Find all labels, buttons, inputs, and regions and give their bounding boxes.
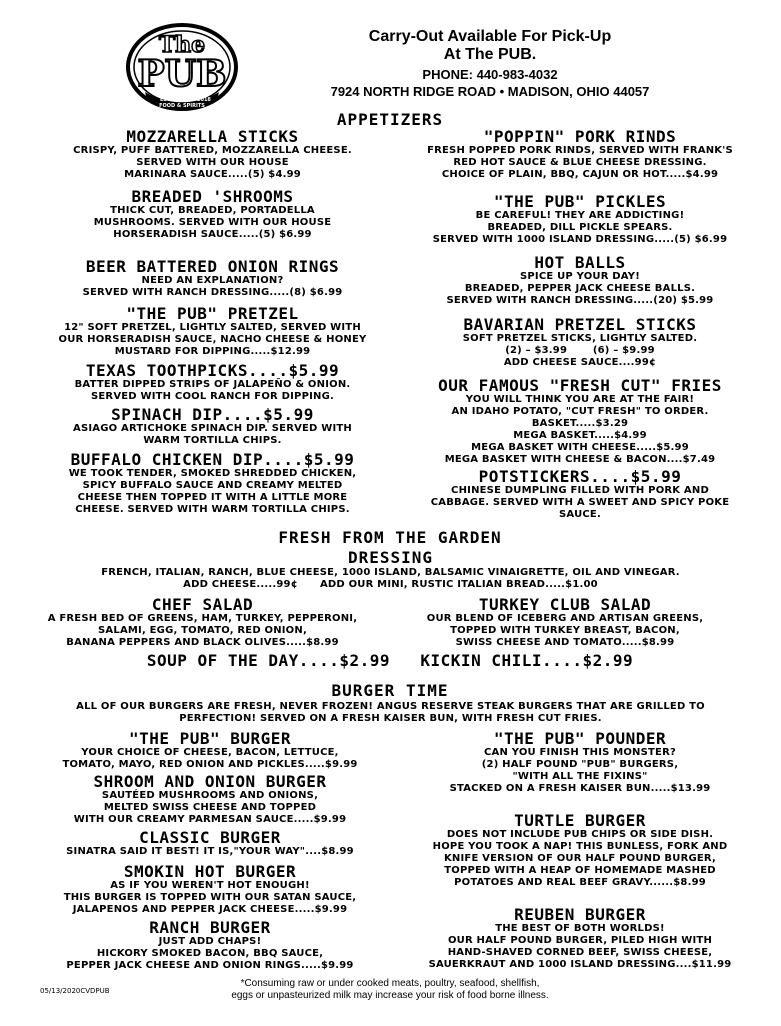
burger-intro-line: PERFECTION! SERVED ON A FRESH KAISER BUN, WITH FRESH CUT FRIES. <box>179 713 602 724</box>
dressing-section <box>10 549 771 591</box>
item-desc: MUSHROOMS. SERVED WITH OUR HOUSE <box>93 217 332 228</box>
footer-warning-line: eggs or unpasteurized milk may increase your risk of food borne illness. <box>231 990 549 1001</box>
item-title: MOZZARELLA STICKS <box>126 127 299 146</box>
item-desc: CHEESE THEN TOPPED IT WITH A LITTLE MORE <box>77 492 348 503</box>
burger-intro-line: ALL OF OUR BURGERS ARE FRESH, NEVER FROZEN! ANGUS RESERVE STEAK BURGERS THAT ARE GRILLED TO <box>76 701 705 712</box>
item-title: CLASSIC BURGER <box>139 828 281 847</box>
item-desc: ASIAGO ARTICHOKE SPINACH DIP. SERVED WITH <box>73 423 352 434</box>
item-desc: TOPPED WITH TURKEY BREAST, BACON, <box>450 625 680 636</box>
header-phone: PHONE: 440-983-4032 <box>422 67 558 82</box>
item-desc: SINATRA SAID IT BEST! IT IS,"YOUR WAY"....$8.99 <box>66 846 354 857</box>
item-desc: AN IDAHO POTATO, "CUT FRESH" TO ORDER. <box>451 406 709 417</box>
item-desc: JALAPENOS AND PEPPER JACK CHEESE.....$9.99 <box>72 904 348 915</box>
item-title: TURTLE BURGER <box>514 811 646 830</box>
item-title: OUR FAMOUS "FRESH CUT" FRIES <box>438 376 722 395</box>
item-desc: (2) – $3.99 (6) – $9.99 <box>505 345 655 356</box>
item-desc: POTATOES AND REAL BEEF GRAVY......$8.99 <box>454 877 706 888</box>
item-texas-toothpicks <box>20 362 405 403</box>
logo-the: The <box>158 32 206 58</box>
item-desc: HORSERADISH SAUCE.....(5) $6.99 <box>113 229 312 240</box>
item-desc: NEED AN EXPLANATION? <box>141 275 284 286</box>
item-desc: PEPPER JACK CHEESE AND ONION RINGS.....$9.99 <box>66 960 354 971</box>
item-pub-pounder <box>395 730 765 795</box>
footer-warning-line: *Consuming raw or under cooked meats, poultry, seafood, shellfish, <box>240 978 540 989</box>
item-title: HOT BALLS <box>534 253 626 272</box>
item-classic-burger <box>20 829 400 858</box>
item-desc: CHOICE OF PLAIN, BBQ, CAJUN OR HOT.....$4.99 <box>441 169 719 180</box>
item-desc: CHINESE DUMPLING FILLED WITH PORK AND <box>451 485 709 496</box>
item-desc: BASKET.....$3.29 <box>531 418 629 429</box>
item-desc: OUR BLEND OF ICEBERG AND ARTISAN GREENS, <box>426 613 704 624</box>
item-desc: SERVED WITH 1000 ISLAND DRESSING.....(5) $6.99 <box>432 234 728 245</box>
item-desc: MEGA BASKET WITH CHEESE & BACON....$7.49 <box>444 454 716 465</box>
item-title: BAVARIAN PRETZEL STICKS <box>463 315 697 334</box>
logo <box>125 22 240 112</box>
item-title: POTSTICKERS....$5.99 <box>478 467 682 486</box>
item-reuben-burger <box>395 906 765 971</box>
item-desc: SERVED WITH RANCH DRESSING.....(20) $5.99 <box>446 295 714 306</box>
item-desc: (2) HALF POUND "PUB" BURGERS, <box>481 759 679 770</box>
item-desc: HOPE YOU TOOK A NAP! THIS BUNLESS, FORK AND <box>432 841 728 852</box>
item-desc: CRISPY, PUFF BATTERED, MOZZARELLA CHEESE. <box>73 145 352 156</box>
item-desc: STACKED ON A FRESH KAISER BUN.....$13.99 <box>449 783 711 794</box>
item-desc: SERVED WITH COOL RANCH FOR DIPPING. <box>91 391 334 402</box>
item-desc: MEGA BASKET WITH CHEESE.....$5.99 <box>471 442 689 453</box>
soup-chili: SOUP OF THE DAY....$2.99 KICKIN CHILI....$2.99 <box>146 651 634 670</box>
appetizers-heading: APPETIZERS <box>336 110 444 129</box>
item-buffalo-chicken-dip <box>20 451 405 516</box>
item-potstickers <box>395 468 765 521</box>
item-title: CHEF SALAD <box>151 595 254 614</box>
item-desc: RED HOT SAUCE & BLUE CHEESE DRESSING. <box>453 157 707 168</box>
item-desc: SWISS CHEESE AND TOMATO.....$8.99 <box>455 637 675 648</box>
item-title: "THE PUB" BURGER <box>128 729 292 748</box>
item-desc: WARM TORTILLA CHIPS. <box>143 435 282 446</box>
item-title: RANCH BURGER <box>149 918 271 937</box>
header-address: 7924 NORTH RIDGE ROAD • MADISON, OHIO 44057 <box>330 84 650 99</box>
logo-est: EST. <box>160 97 172 103</box>
item-desc: OUR HORSERADISH SAUCE, NACHO CHEESE & HONEY <box>58 334 367 345</box>
item-desc: AS IF YOU WEREN'T HOT ENOUGH! <box>110 880 310 891</box>
item-desc: THICK CUT, BREADED, PORTADELLA <box>110 205 315 216</box>
item-desc: WE TOOK TENDER, SMOKED SHREDDED CHICKEN, <box>68 468 357 479</box>
header <box>260 28 720 100</box>
item-desc: SOFT PRETZEL STICKS, LIGHTLY SALTED. <box>462 333 698 344</box>
item-title: "THE PUB" POUNDER <box>493 729 667 748</box>
item-desc: BREADED, PEPPER JACK CHEESE BALLS. <box>464 283 696 294</box>
item-desc: TOMATO, MAYO, RED ONION AND PICKLES.....$9.99 <box>62 759 358 770</box>
item-fresh-cut-fries <box>395 377 765 466</box>
item-title: "POPPIN" PORK RINDS <box>483 127 677 146</box>
item-title: TURKEY CLUB SALAD <box>478 595 652 614</box>
item-desc: TOPPED WITH A HEAP OF HOMEMADE MASHED <box>444 865 716 876</box>
item-desc: THE BEST OF BOTH WORLDS! <box>495 923 665 934</box>
item-breaded-shrooms <box>20 188 405 241</box>
item-desc: SPICE UP YOUR DAY! <box>519 271 640 282</box>
item-title: TEXAS TOOTHPICKS....$5.99 <box>85 361 340 380</box>
item-desc: SPICY BUFFALO SAUCE AND CREAMY MELTED <box>82 480 343 491</box>
item-title: SPINACH DIP....$5.99 <box>111 405 314 424</box>
logo-tagline: FOOD & SPIRITS <box>159 103 205 109</box>
item-desc: BREADED, DILL PICKLE SPEARS. <box>487 222 673 233</box>
item-pork-rinds <box>395 128 765 181</box>
item-desc: SALAMI, EGG, TOMATO, RED ONION, <box>98 625 307 636</box>
dressing-desc: ADD CHEESE.....99¢ ADD OUR MINI, RUSTIC ITALIAN BREAD.....$1.00 <box>183 579 598 590</box>
item-chef-salad <box>20 596 385 649</box>
item-desc: MUSTARD FOR DIPPING.....$12.99 <box>114 346 311 357</box>
burger-heading: BURGER TIME <box>331 681 449 700</box>
item-desc: SAUCE. <box>559 509 601 520</box>
item-onion-rings <box>20 258 405 299</box>
item-desc: SAUERKRAUT AND 1000 ISLAND DRESSING....$11.99 <box>428 959 732 970</box>
item-desc: MELTED SWISS CHEESE AND TOPPED <box>103 802 317 813</box>
item-desc: THIS BURGER IS TOPPED WITH OUR SATAN SAUCE, <box>63 892 357 903</box>
item-desc: HICKORY SMOKED BACON, BBQ SAUCE, <box>96 948 324 959</box>
item-desc: SERVED WITH OUR HOUSE <box>136 157 289 168</box>
item-desc: DOES NOT INCLUDE PUB CHIPS OR SIDE DISH. <box>446 829 714 840</box>
item-bavarian-pretzel-sticks <box>395 316 765 369</box>
item-title: BEER BATTERED ONION RINGS <box>85 257 340 276</box>
item-pub-burger <box>20 730 400 771</box>
item-title: "THE PUB" PICKLES <box>493 192 667 211</box>
item-desc: ADD CHEESE SAUCE....99¢ <box>503 357 657 368</box>
garden-heading: FRESH FROM THE GARDEN <box>278 528 502 547</box>
logo-year: 2018 <box>197 97 211 103</box>
item-desc: MARINARA SAUCE.....(5) $4.99 <box>124 169 301 180</box>
item-desc: YOUR CHOICE OF CHEESE, BACON, LETTUCE, <box>81 747 339 758</box>
item-title: SHROOM AND ONION BURGER <box>93 772 327 791</box>
item-title: REUBEN BURGER <box>514 905 646 924</box>
item-desc: CABBAGE. SERVED WITH A SWEET AND SPICY POKE <box>430 497 730 508</box>
item-title: "THE PUB" PRETZEL <box>126 304 299 323</box>
item-desc: FRESH POPPED PORK RINDS, SERVED WITH FRANK'S <box>427 145 733 156</box>
item-pub-pretzel <box>20 305 405 358</box>
burger-intro <box>10 701 771 725</box>
item-desc: BE CAREFUL! THEY ARE ADDICTING! <box>475 210 685 221</box>
footer-code: 05/13/2020CVDPUB <box>40 987 110 995</box>
item-desc: WITH OUR CREAMY PARMESAN SAUCE.....$9.99 <box>73 814 347 825</box>
logo-pub: PUB <box>137 53 227 95</box>
item-desc: A FRESH BED OF GREENS, HAM, TURKEY, PEPPERONI, <box>47 613 358 624</box>
item-spinach-dip <box>20 406 405 447</box>
dressing-desc: FRENCH, ITALIAN, RANCH, BLUE CHEESE, 1000 ISLAND, BALSAMIC VINAIGRETTE, OIL AND VINEGAR. <box>101 567 680 578</box>
item-desc: 12" SOFT PRETZEL, LIGHTLY SALTED, SERVED WITH <box>64 322 361 333</box>
header-line2: At The PUB. <box>443 46 537 63</box>
item-desc: KNIFE VERSION OF OUR HALF POUND BURGER, <box>443 853 716 864</box>
item-title: SMOKIN HOT BURGER <box>123 862 297 881</box>
item-mozzarella-sticks <box>20 128 405 181</box>
item-title: BUFFALO CHICKEN DIP....$5.99 <box>70 450 355 469</box>
item-turtle-burger <box>395 812 765 889</box>
item-ranch-burger <box>20 919 400 972</box>
item-desc: JUST ADD CHAPS! <box>158 936 262 947</box>
item-desc: SAUTÉED MUSHROOMS AND ONIONS, <box>101 790 319 801</box>
item-desc: OUR HALF POUND BURGER, PILED HIGH WITH <box>447 935 713 946</box>
item-smokin-hot-burger <box>20 863 400 916</box>
item-desc: SERVED WITH RANCH DRESSING.....(8) $6.99 <box>82 287 343 298</box>
item-pub-pickles <box>395 193 765 246</box>
item-title: BREADED 'SHROOMS <box>131 187 294 206</box>
item-desc: CHEESE. SERVED WITH WARM TORTILLA CHIPS. <box>75 504 350 515</box>
item-desc: MEGA BASKET.....$4.99 <box>513 430 647 441</box>
footer-warning <box>150 978 630 1002</box>
header-line1: Carry-Out Available For Pick-Up <box>368 28 612 45</box>
item-desc: CAN YOU FINISH THIS MONSTER? <box>484 747 676 758</box>
dressing-title: DRESSING <box>347 548 434 567</box>
item-desc: "WITH ALL THE FIXINS" <box>512 771 648 782</box>
item-shroom-onion-burger <box>20 773 400 826</box>
item-desc: BANANA PEPPERS AND BLACK OLIVES.....$8.99 <box>66 637 339 648</box>
item-desc: BATTER DIPPED STRIPS OF JALAPEÑO & ONION. <box>74 379 351 390</box>
item-desc: HAND-SHAVED CORNED BEEF, SWISS CHEESE, <box>447 947 713 958</box>
item-turkey-club-salad <box>385 596 745 649</box>
item-hot-balls <box>395 254 765 307</box>
item-desc: YOU WILL THINK YOU ARE AT THE FAIR! <box>465 394 695 405</box>
